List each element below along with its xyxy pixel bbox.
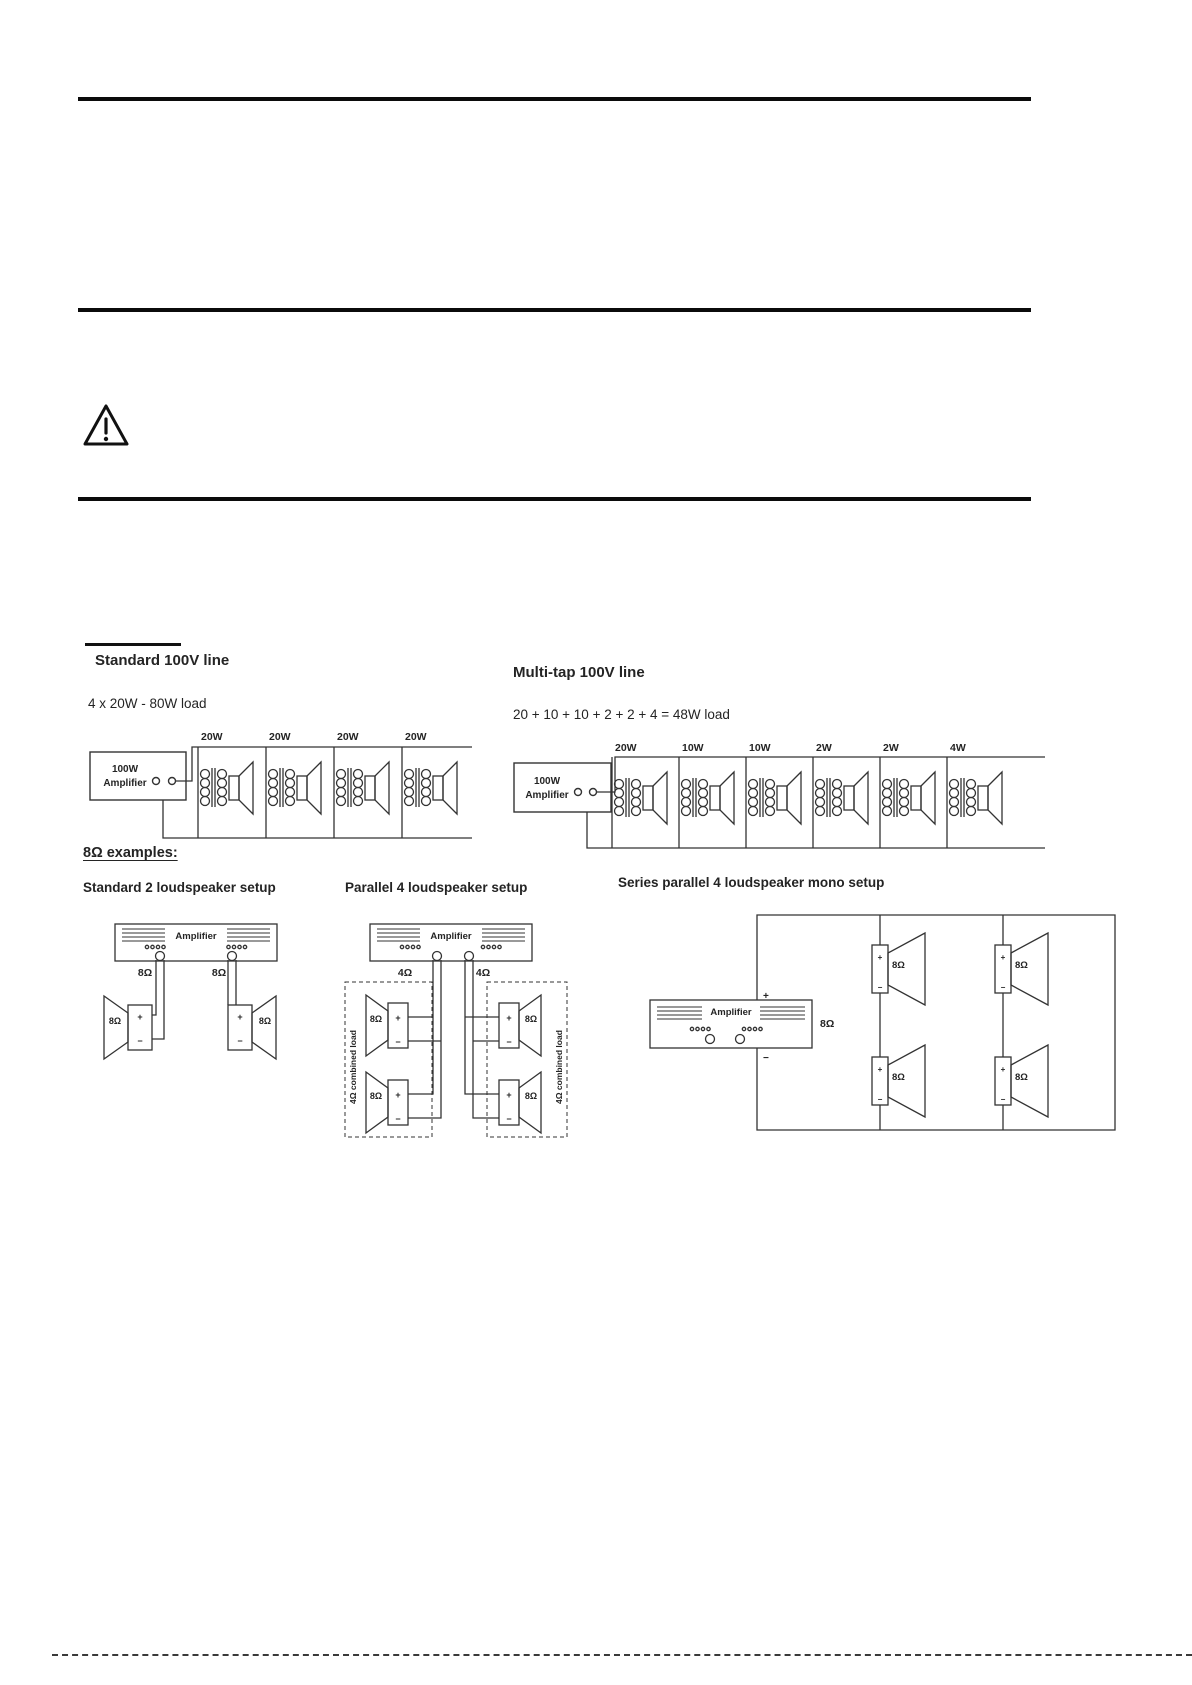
plus-label: +	[506, 1013, 512, 1023]
plus-label: +	[877, 953, 883, 962]
diagram-standard-100v-line	[80, 718, 500, 853]
amplifier-box	[370, 924, 532, 961]
transformer-speaker-icon	[746, 757, 801, 848]
tap-power-label: 20W	[269, 731, 291, 743]
output-impedance-label: 8Ω	[137, 967, 153, 979]
speaker-impedance-label: 8Ω	[108, 1016, 122, 1026]
terminal-icon	[465, 952, 474, 961]
amplifier-box	[514, 763, 611, 812]
speaker-impedance-label: 8Ω	[258, 1016, 272, 1026]
horizontal-rule-top	[78, 97, 1031, 101]
minus-label: −	[877, 983, 883, 992]
tap-power-label: 20W	[337, 731, 359, 743]
combined-load-label: 4Ω combined load	[554, 1030, 564, 1104]
tap-power-label: 20W	[201, 731, 223, 743]
speaker-impedance-label: 8Ω	[892, 960, 905, 971]
amp-name-label: Amplifier	[430, 931, 472, 942]
transformer-speaker-icon	[198, 747, 253, 838]
page-cut-dashed-line	[52, 1654, 1192, 1656]
terminal-icon	[228, 952, 237, 961]
speaker-impedance-label: 8Ω	[369, 1091, 383, 1101]
terminal-icon	[169, 778, 176, 785]
standard-2-title: Standard 2 loudspeaker setup	[83, 880, 276, 895]
standard-100v-subtitle: 4 x 20W - 80W load	[88, 696, 207, 711]
tap-power-label: 4W	[950, 742, 966, 754]
amp-name-label: Amplifier	[525, 790, 569, 801]
diagram-standard-2-loudspeaker	[95, 915, 305, 1080]
tap-power-label: 20W	[615, 742, 637, 754]
output-impedance-label: 4Ω	[397, 967, 413, 979]
parallel-4-title: Parallel 4 loudspeaker setup	[345, 880, 528, 895]
terminal-icon	[706, 1035, 715, 1044]
transformer-speaker-icon	[612, 757, 667, 848]
speaker-impedance-label: 8Ω	[369, 1014, 383, 1024]
terminal-icon	[575, 789, 582, 796]
amp-power-label: 100W	[533, 776, 561, 787]
speaker-impedance-label: 8Ω	[1015, 1072, 1028, 1083]
speaker-icon	[228, 996, 276, 1059]
speaker-impedance-label: 8Ω	[524, 1091, 538, 1101]
section-rule	[85, 643, 181, 646]
diagram-parallel-4-loudspeaker	[340, 915, 575, 1145]
minus-label: −	[237, 1036, 243, 1046]
transformer-speaker-icon	[679, 757, 734, 848]
minus-label: −	[395, 1114, 401, 1124]
transformer-speaker-icon	[402, 747, 457, 838]
plus-label: +	[395, 1013, 401, 1023]
minus-label: −	[763, 1053, 769, 1064]
plus-label: +	[877, 1065, 883, 1074]
minus-label: −	[506, 1114, 512, 1124]
speaker-icon	[499, 995, 541, 1056]
plus-label: +	[395, 1090, 401, 1100]
speaker-icon	[499, 1072, 541, 1133]
minus-label: −	[506, 1037, 512, 1047]
plus-label: +	[237, 1012, 243, 1022]
terminal-icon	[590, 789, 597, 796]
transformer-speaker-icon	[880, 757, 935, 848]
tap-power-label: 2W	[816, 742, 832, 754]
amp-name-label: Amplifier	[175, 931, 217, 942]
horizontal-rule-bottom	[78, 497, 1031, 501]
tap-power-label: 20W	[405, 731, 427, 743]
terminal-icon	[736, 1035, 745, 1044]
minus-label: −	[137, 1036, 143, 1046]
multitap-100v-title: Multi-tap 100V line	[513, 664, 645, 681]
tap-power-label: 10W	[749, 742, 771, 754]
diagram-multitap-100v-line	[505, 728, 1065, 873]
terminal-icon	[153, 778, 160, 785]
total-impedance-label: 8Ω	[820, 1018, 835, 1030]
ohm-examples-heading: 8Ω examples:	[83, 845, 178, 861]
output-impedance-label: 8Ω	[211, 967, 227, 979]
plus-label: +	[1000, 1065, 1006, 1074]
series-parallel-title: Series parallel 4 loudspeaker mono setup	[618, 875, 885, 890]
horizontal-rule-middle	[78, 308, 1031, 312]
standard-100v-title: Standard 100V line	[95, 652, 230, 669]
multitap-100v-subtitle: 20 + 10 + 10 + 2 + 2 + 4 = 48W load	[513, 707, 730, 722]
terminal-icon	[156, 952, 165, 961]
minus-label: −	[1000, 983, 1006, 992]
output-impedance-label: 4Ω	[475, 967, 491, 979]
minus-label: −	[877, 1095, 883, 1104]
tap-power-label: 10W	[682, 742, 704, 754]
speaker-icon	[104, 996, 152, 1059]
speaker-impedance-label: 8Ω	[524, 1014, 538, 1024]
transformer-speaker-icon	[813, 757, 868, 848]
speaker-icon	[366, 1072, 408, 1133]
speaker-icon	[366, 995, 408, 1056]
plus-label: +	[1000, 953, 1006, 962]
diagram-series-parallel-4	[640, 905, 1130, 1150]
amplifier-box	[90, 752, 186, 800]
tap-power-label: 2W	[883, 742, 899, 754]
minus-label: −	[1000, 1095, 1006, 1104]
speaker-impedance-label: 8Ω	[1015, 960, 1028, 971]
combined-load-label: 4Ω combined load	[348, 1030, 358, 1104]
warning-icon	[82, 402, 130, 448]
minus-label: −	[395, 1037, 401, 1047]
speaker-impedance-label: 8Ω	[892, 1072, 905, 1083]
terminal-icon	[433, 952, 442, 961]
transformer-speaker-icon	[947, 757, 1002, 848]
amp-name-label: Amplifier	[710, 1007, 752, 1018]
amp-power-label: 100W	[111, 764, 139, 775]
plus-label: +	[763, 991, 769, 1002]
transformer-speaker-icon	[266, 747, 321, 838]
amp-name-label: Amplifier	[103, 778, 147, 789]
plus-label: +	[506, 1090, 512, 1100]
plus-label: +	[137, 1012, 143, 1022]
speaker-wires	[408, 960, 499, 1118]
transformer-speaker-icon	[334, 747, 389, 838]
combined-load-box	[345, 982, 567, 1137]
amplifier-box	[115, 924, 277, 961]
